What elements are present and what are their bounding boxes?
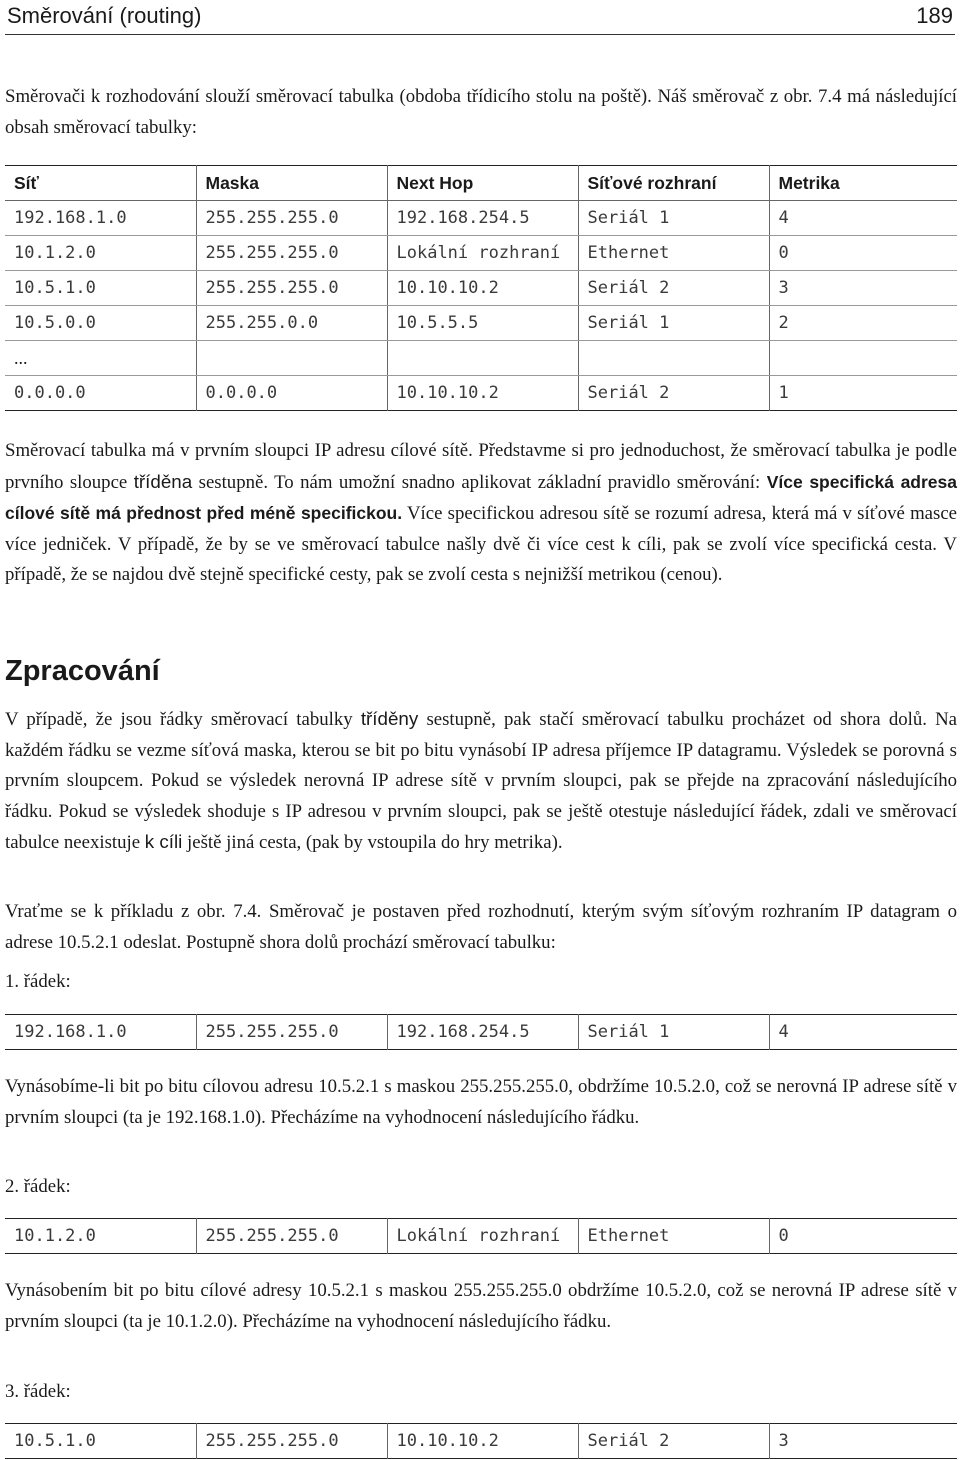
intro-paragraph: Směrovači k rozhodování slouží směrovací tabulka (obdoba třídicího stolu na poště). Náš směrovač z obr. 7.4 má následující obsah směrovací tabulky:: [5, 86, 957, 138]
table-cell: Ethernet: [578, 1219, 769, 1254]
table-cell: Lokální rozhraní: [387, 1219, 578, 1254]
step-2-table: [5, 1218, 957, 1254]
chapter-title: Směrování (routing): [7, 3, 202, 28]
step-label: 3. řádek:: [5, 1381, 71, 1402]
column-header: Síťové rozhraní: [578, 166, 769, 201]
table-row: [5, 306, 957, 341]
table-cell: 192.168.1.0: [5, 1015, 196, 1050]
text-run: Více specifickou adresou sítě se rozumí adresa, která má v síťové masce více jedniček. V případě, že by se ve směrovací tabulce našly dvě či více cest k cíli, pak se zvolí více specifická cesta. V případě, že se najdou dvě stejně specifické cesty, pak se zvolí cesta s nejnižší metrikou (cenou).: [5, 503, 957, 585]
emphasis-sorted: tříděny: [360, 708, 419, 729]
table-row: [5, 271, 957, 306]
example-paragraph: Vraťme se k příkladu z obr. 7.4. Směrovač je postaven před rozhodnutí, kterým svým síťovým rozhraním IP datagram o adrese 10.5.2.1 odeslat. Postupně shora dolů prochází směrovací tabulku:: [5, 901, 957, 953]
table-cell: Ethernet: [578, 236, 769, 271]
text-run: Směrovací tabulka má v prvním sloupci IP adresu cílové sítě. Představme si pro jednoduchost, že směrovací tabulka je podle prvního sloupce: [5, 440, 957, 493]
text-run: sestupně. To nám umožní snadno aplikovat základní pravidlo směrování:: [192, 471, 767, 493]
emphasis-sorted: tříděna: [133, 470, 193, 492]
table-cell: 10.10.10.2: [387, 376, 578, 411]
table-cell: [578, 341, 769, 376]
table-row: [5, 376, 957, 411]
emphasis-to-target: k cíli: [144, 831, 183, 852]
column-header: Maska: [196, 166, 387, 201]
table-cell: 0.0.0.0: [196, 376, 387, 411]
column-header: Síť: [5, 166, 196, 201]
table-cell: 3: [778, 1431, 789, 1451]
table-row: [5, 341, 957, 376]
text-run: ještě jiná cesta, (pak by vstoupila do hry metrika).: [182, 832, 563, 853]
table-row: [5, 1424, 957, 1459]
table-cell: 10.10.10.2: [387, 271, 578, 306]
processing-paragraph: [5, 704, 957, 859]
column-header: Metrika: [769, 166, 957, 201]
step-1-table: [5, 1014, 957, 1050]
table-cell: 10.1.2.0: [5, 236, 196, 271]
routing-table-header: [5, 166, 957, 201]
table-cell: 1: [778, 383, 789, 403]
table-cell: 192.168.254.5: [387, 201, 578, 236]
table-row: [5, 236, 957, 271]
rule-paragraph: [5, 436, 957, 591]
table-cell: 255.255.255.0: [196, 1015, 387, 1050]
table-cell: 192.168.254.5: [387, 1015, 578, 1050]
table-cell: 255.255.255.0: [196, 236, 387, 271]
text-run: sestupně, pak stačí směrovací tabulku procházet od shora dolů. Na každém řádku se vezme síťová maska, kterou se bit po bitu vynásobí IP adresa příjemce IP datagramu. Výsledek se porovná s prvním sloupcem. Pokud se výsledek nerovná IP adrese sítě v prvním sloupci, pak se přejde na zpracování následujícího řádku. Pokud se výsledek shoduje s IP adresou v prvním sloupci, pak se ještě otestuje následující řádek, zdali ve směrovací tabulce neexistuje: [5, 709, 958, 853]
routing-rule: Více specifická adresa cílové sítě má přednost před méně specifickou.: [5, 471, 958, 523]
text-run: V případě, že jsou řádky směrovací tabulky: [5, 709, 361, 730]
page-number: 189: [916, 3, 953, 28]
table-cell: Seriál 1: [578, 201, 769, 236]
step-1-explanation: Vynásobíme-li bit po bitu cílovou adresu 10.5.2.1 s maskou 255.255.255.0, obdržíme 10.5.2.0, což se nerovná IP adrese sítě v prvním sloupci (ta je 192.168.1.0). Přecházíme na vyhodnocení následujícího řádku.: [5, 1076, 957, 1128]
table-cell: 10.5.1.0: [5, 1424, 196, 1459]
step-3-table: [5, 1423, 957, 1459]
table-cell: 3: [769, 271, 957, 306]
table-cell: 2: [769, 306, 957, 341]
step-label: 2. řádek:: [5, 1176, 71, 1197]
table-cell: 10.5.1.0: [5, 271, 196, 306]
table-cell: 4: [778, 1022, 789, 1042]
table-cell: 10.5.5.5: [387, 306, 578, 341]
table-row: [5, 201, 957, 236]
table-cell: 10.10.10.2: [387, 1424, 578, 1459]
page-header: [5, 0, 955, 35]
table-cell: [769, 341, 957, 376]
table-cell: Seriál 1: [578, 306, 769, 341]
section-heading: Zpracování: [5, 655, 160, 687]
table-cell: 255.255.255.0: [196, 201, 387, 236]
table-cell: 255.255.255.0: [196, 1424, 387, 1459]
table-row: [5, 1219, 957, 1254]
table-cell: 10.1.2.0: [5, 1219, 196, 1254]
routing-table: [5, 165, 957, 411]
table-cell: 0: [778, 1226, 789, 1246]
column-header: Next Hop: [387, 166, 578, 201]
table-cell: Seriál 1: [578, 1015, 769, 1050]
table-cell: Seriál 2: [578, 376, 769, 411]
table-cell: 10.5.0.0: [5, 306, 196, 341]
table-cell: 192.168.1.0: [5, 201, 196, 236]
table-cell: Lokální rozhraní: [387, 236, 578, 271]
table-cell: ...: [5, 341, 196, 376]
table-cell: 0: [769, 236, 957, 271]
table-cell: Seriál 2: [578, 1424, 769, 1459]
table-cell: 0.0.0.0: [5, 376, 196, 411]
table-cell: [196, 341, 387, 376]
table-cell: [387, 341, 578, 376]
table-cell: 255.255.255.0: [196, 271, 387, 306]
table-cell: Seriál 2: [578, 271, 769, 306]
table-cell: 255.255.255.0: [196, 1219, 387, 1254]
step-label: 1. řádek:: [5, 971, 71, 992]
table-cell: 255.255.0.0: [196, 306, 387, 341]
table-cell: 4: [769, 201, 957, 236]
step-2-explanation: Vynásobením bit po bitu cílové adresy 10.5.2.1 s maskou 255.255.255.0 obdržíme 10.5.2.0, což se nerovná IP adrese sítě v prvním sloupci (ta je 10.1.2.0). Přecházíme na vyhodnocení následujícího řádku.: [5, 1280, 957, 1332]
table-row: [5, 1015, 957, 1050]
